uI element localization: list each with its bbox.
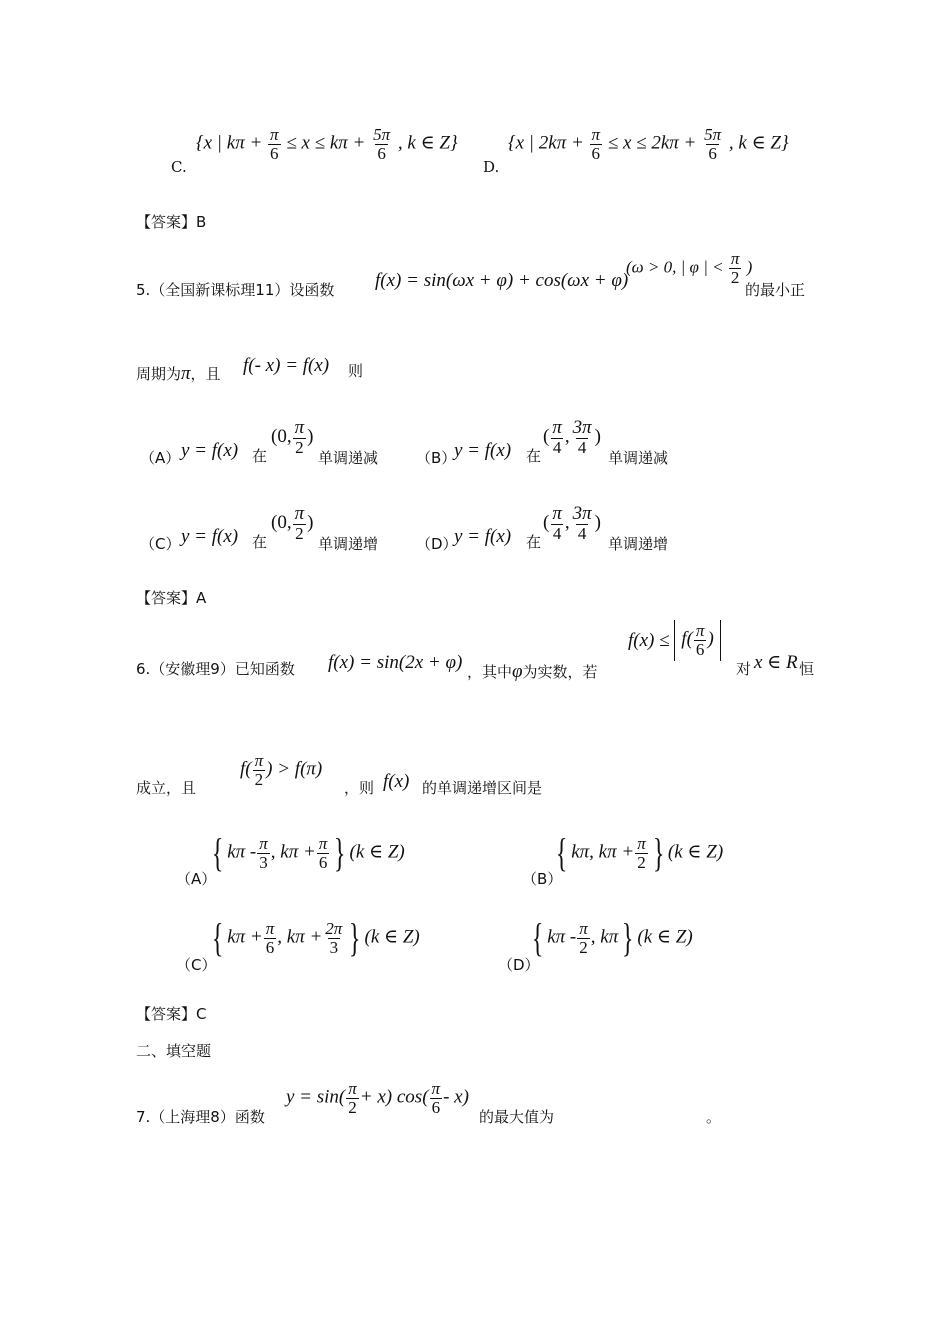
q6-function: f(x) = sin(2x + φ) — [328, 652, 463, 673]
q5-option-a-label: （A） — [140, 449, 181, 467]
fraction: $\frac{\pi}{2}$ — [579, 919, 588, 957]
fraction: $\frac{\pi}{2}$ — [730, 249, 740, 287]
q5-option-b-label: （B） — [416, 449, 457, 467]
fraction: $\frac{\pi}{2}$ — [254, 751, 264, 789]
q5-line2: 周期为π，且 — [136, 363, 221, 384]
q4-option-d-label: D. — [483, 158, 500, 176]
q5-option-a-func: y = f(x) — [181, 440, 239, 461]
formula-text: ( — [543, 511, 550, 533]
fraction: $\frac{\pi}{6}$ — [270, 125, 279, 163]
q6-option-c-label: （C） — [176, 956, 217, 974]
formula-text: (ω > 0, | φ | < — [626, 257, 724, 277]
q4-option-c-formula — [196, 126, 458, 163]
fraction: $\frac{3\pi}{4}$ — [572, 417, 592, 457]
fraction: $\frac{\pi}{6}$ — [431, 1079, 441, 1117]
formula-text: ) — [746, 257, 753, 277]
pi-symbol: π — [181, 363, 191, 384]
fraction: $\frac{\pi}{6}$ — [695, 621, 705, 659]
q5-option-a-zai: 在 — [252, 447, 268, 465]
q5-option-d-func: y = f(x) — [454, 526, 512, 547]
q6-line2-fx: f(x) — [383, 771, 410, 792]
formula-text: f(x) ≤ — [628, 629, 670, 651]
q5-prefix: 5.（全国新课标理11）设函数 — [136, 281, 335, 299]
q6-option-d-label: （D） — [498, 956, 540, 974]
q5-option-d-label: （D） — [416, 535, 458, 553]
fraction: $\frac{\pi}{4}$ — [552, 417, 562, 457]
formula-text: , k ∈ Z} — [728, 132, 789, 154]
fraction: $\frac{\pi}{6}$ — [265, 919, 275, 957]
q6-domain: x ∈ R — [754, 652, 798, 673]
q5-option-d-zai: 在 — [526, 533, 542, 551]
q6-dui: 对 — [736, 660, 752, 678]
q7-function: y = sin( $\frac{\pi}{2}$ + x) cos( $\frac{\pi}{6}$ - x) — [286, 1079, 469, 1117]
q6-inequality — [628, 620, 721, 661]
q5-line2-equation: f(- x) = f(x) — [243, 355, 330, 376]
q5-option-c-text: 单调递增 — [318, 535, 379, 553]
fraction: $\frac{2\pi}{3}$ — [325, 919, 343, 957]
q5-suffix: 的最小正 — [745, 281, 806, 299]
fraction: $\frac{\pi}{4}$ — [552, 503, 562, 543]
q6-mid: ，其中φ为实数，若 — [467, 661, 598, 682]
formula-text: {x | 2kπ + — [508, 132, 584, 154]
q5-line2-end: 则 — [348, 362, 364, 380]
q5-option-a-text: 单调递减 — [318, 449, 379, 467]
q7-suffix: 的最大值为 — [479, 1108, 555, 1126]
q6-line2-condition: f( $\frac{\pi}{2}$ ) > f(π) — [240, 751, 323, 789]
q4-option-d-formula — [508, 126, 789, 163]
formula-text: , — [564, 511, 570, 533]
q6-option-b-formula: { kπ, kπ + $\frac{\pi}{2}$ } (k ∈ Z) — [555, 830, 724, 876]
q5-option-a-interval — [271, 418, 313, 457]
formula-text: ) — [307, 511, 314, 533]
q5-option-b-text: 单调递减 — [608, 449, 669, 467]
q6-option-c-formula: { kπ + $\frac{\pi}{6}$ , kπ + $\frac{2\pi}{3}$ } (k ∈ Z) — [211, 915, 420, 961]
formula-text: , k ∈ Z} — [397, 132, 458, 154]
fraction: $\frac{\pi}{2}$ — [294, 503, 305, 543]
q5-option-d-interval — [543, 504, 601, 543]
q7-end: 。 — [706, 1108, 722, 1126]
q6-option-b-label: （B） — [522, 870, 563, 888]
fraction: $\frac{5\pi}{6}$ — [373, 125, 391, 163]
q6-line2-start: 成立，且 — [136, 779, 197, 797]
phi-symbol: φ — [512, 661, 523, 682]
fraction: $\frac{\pi}{2}$ — [348, 1079, 357, 1117]
q5-option-c-interval — [271, 504, 313, 543]
section-heading: 二、填空题 — [136, 1042, 212, 1060]
q4-answer: 【答案】B — [136, 213, 207, 231]
q6-heng: 恒 — [799, 660, 815, 678]
q6-prefix: 6.（安徽理9）已知函数 — [136, 660, 295, 678]
q5-function: f(x) = sin(ωx + φ) + cos(ωx + φ) — [375, 270, 629, 291]
fraction: $\frac{\pi}{3}$ — [259, 834, 268, 872]
q5-option-b-func: y = f(x) — [454, 440, 512, 461]
formula-text: ( — [543, 425, 550, 447]
q5-condition — [626, 250, 752, 287]
formula-text: (0, — [271, 425, 292, 447]
formula-text: ) — [594, 425, 601, 447]
formula-text: ) — [307, 425, 314, 447]
q5-option-c-label: （C） — [140, 535, 181, 553]
absolute-value: f( $\frac{\pi}{6}$ ) — [674, 620, 720, 661]
q5-option-c-zai: 在 — [252, 533, 268, 551]
q4-option-c-label: C. — [171, 158, 187, 176]
q6-line2-mid: ，则 — [344, 779, 375, 797]
fraction: $\frac{\pi}{6}$ — [318, 834, 328, 872]
q5-option-b-zai: 在 — [526, 447, 542, 465]
fraction: $\frac{5\pi}{6}$ — [704, 125, 722, 163]
formula-text: ) — [594, 511, 601, 533]
fraction: $\frac{\pi}{2}$ — [637, 834, 646, 872]
q6-option-d-formula: { kπ - $\frac{\pi}{2}$ , kπ} (k ∈ Z) — [531, 915, 693, 961]
q5-option-d-text: 单调递增 — [608, 535, 669, 553]
formula-text: (0, — [271, 511, 292, 533]
fraction: $\frac{\pi}{6}$ — [591, 125, 601, 163]
formula-text: ≤ x ≤ kπ + — [286, 132, 366, 154]
formula-text: , — [564, 425, 570, 447]
q6-option-a-label: （A） — [176, 870, 217, 888]
q7-prefix: 7.（上海理8）函数 — [136, 1108, 265, 1126]
fraction: $\frac{\pi}{2}$ — [294, 417, 305, 457]
q5-option-c-func: y = f(x) — [181, 526, 239, 547]
q5-option-b-interval — [543, 418, 601, 457]
fraction: $\frac{3\pi}{4}$ — [572, 503, 592, 543]
q5-answer: 【答案】A — [136, 589, 207, 607]
q6-option-a-formula: { kπ - $\frac{\pi}{3}$ , kπ + $\frac{\pi}{6}$ } (k ∈ Z) — [211, 830, 405, 876]
formula-text: {x | kπ + — [196, 132, 263, 154]
q6-answer: 【答案】C — [136, 1005, 207, 1023]
formula-text: ≤ x ≤ 2kπ + — [607, 132, 697, 154]
q6-line2-end: 的单调递增区间是 — [422, 779, 543, 797]
